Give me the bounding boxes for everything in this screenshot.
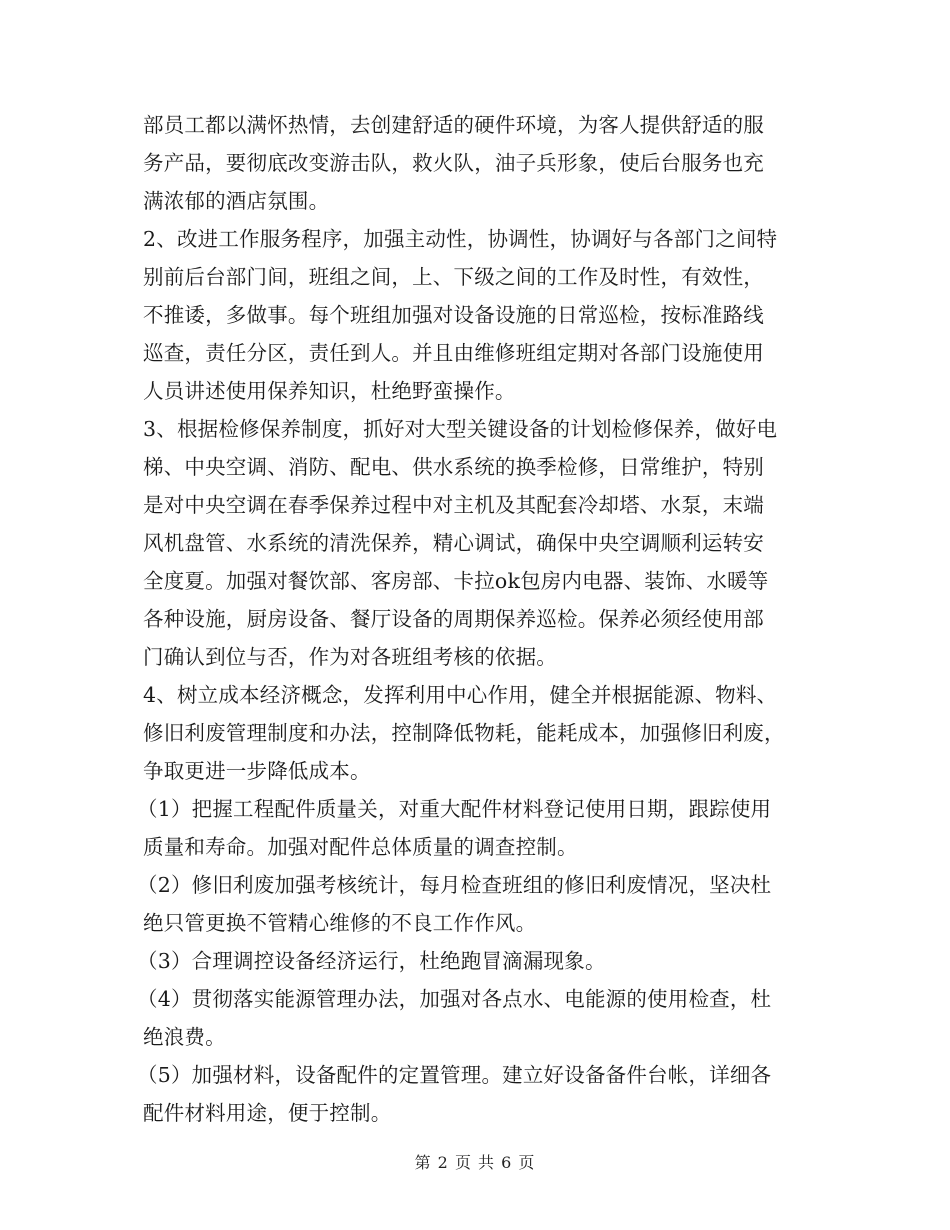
text-line: 满浓郁的酒店氛围。 — [143, 189, 330, 213]
text-line: （5）加强材料，设备配件的定置管理。建立好设备备件台帐，详细各 — [137, 1063, 772, 1087]
text-line: 修旧利废管理制度和办法，控制降低物耗，能耗成本，加强修旧利废， — [143, 721, 785, 745]
text-line: 务产品，要彻底改变游击队，救火队，油子兵形象，使后台服务也充 — [143, 151, 764, 175]
text-line: 绝只管更换不管精心维修的不良工作作风。 — [143, 911, 537, 935]
text-line: 绝浪费。 — [143, 1025, 226, 1049]
text-line: 巡查，责任分区，责任到人。并且由维修班组定期对各部门设施使用 — [143, 341, 764, 365]
text-line: 3、根据检修保养制度，抓好对大型关键设备的计划检修保养，做好电 — [143, 417, 778, 441]
text-line: 梯、中央空调、消防、配电、供水系统的换季检修，日常维护，特别 — [143, 455, 764, 479]
page-number-footer: 第 2 页 共 6 页 — [414, 1153, 536, 1172]
text-line: 部员工都以满怀热情，去创建舒适的硬件环境，为客人提供舒适的服 — [143, 113, 764, 137]
text-line: （2）修旧利废加强考核统计，每月检查班组的修旧利废情况，坚决杜 — [137, 873, 772, 897]
text-line: （3）合理调控设备经济运行，杜绝跑冒滴漏现象。 — [137, 949, 606, 973]
text-line: 2、改进工作服务程序，加强主动性，协调性，协调好与各部门之间特 — [143, 227, 778, 251]
text-line: 别前后台部门间，班组之间，上、下级之间的工作及时性，有效性， — [143, 265, 764, 289]
text-line: 人员讲述使用保养知识，杜绝野蛮操作。 — [143, 379, 516, 403]
text-line: （1）把握工程配件质量关，对重大配件材料登记使用日期，跟踪使用 — [137, 797, 772, 821]
text-line: 各种设施，厨房设备、餐厅设备的周期保养巡检。保养必须经使用部 — [143, 607, 764, 631]
text-line: 风机盘管、水系统的清洗保养，精心调试，确保中央空调顺利运转安 — [143, 531, 764, 555]
text-line: 门确认到位与否，作为对各班组考核的依据。 — [143, 645, 557, 669]
text-line: 争取更进一步降低成本。 — [143, 759, 371, 783]
text-line: 4、树立成本经济概念，发挥利用中心作用，健全并根据能源、物料、 — [143, 683, 778, 707]
text-line: 全度夏。加强对餐饮部、客房部、卡拉ok包房内电器、装饰、水暖等 — [143, 569, 769, 593]
text-line: 配件材料用途，便于控制。 — [143, 1101, 392, 1125]
text-line: （4）贯彻落实能源管理办法，加强对各点水、电能源的使用检查，杜 — [137, 987, 772, 1011]
text-line: 不推诿，多做事。每个班组加强对设备设施的日常巡检，按标准路线 — [143, 303, 764, 327]
text-line: 是对中央空调在春季保养过程中对主机及其配套冷却塔、水泵，末端 — [143, 493, 764, 517]
text-line: 质量和寿命。加强对配件总体质量的调查控制。 — [143, 835, 578, 859]
document-body — [137, 106, 807, 1132]
